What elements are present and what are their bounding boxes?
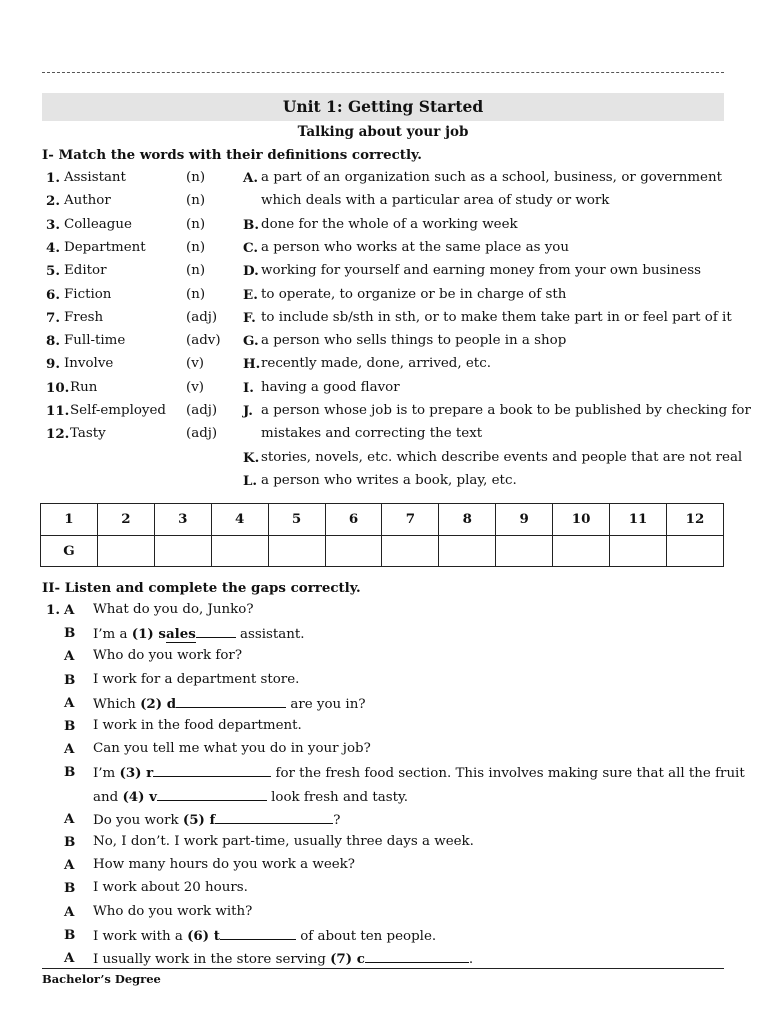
definition-letter: L. (243, 472, 258, 489)
dialogue-line (93, 695, 366, 712)
definition-letter: E. (243, 286, 258, 303)
gap-number: (1) s (131, 626, 166, 643)
word-number: 6. (46, 286, 60, 303)
dialogue-text-after-gap: for the fresh food section. This involves making sure that all the fruit (271, 766, 745, 782)
word-number: 7. (46, 309, 60, 326)
word-text: Tasty (70, 426, 106, 442)
answer-table (40, 503, 724, 567)
answer-table-header-cell: 12 (666, 504, 723, 536)
speaker-label: B (64, 834, 76, 850)
word-number: 2. (46, 193, 60, 210)
gap-fill: ales (165, 626, 196, 643)
word-text: Author (64, 193, 111, 209)
dialogue-line: I work for a department store. (93, 671, 300, 687)
speaker-label: A (64, 741, 75, 758)
word-text: Fiction (64, 286, 112, 302)
dialogue-item-number: 1. (46, 602, 60, 618)
dialogue-line (93, 927, 436, 944)
definition-letter: C. (243, 239, 259, 256)
word-number: 1. (46, 170, 60, 186)
word-text: Department (64, 239, 146, 255)
word-number: 5. (46, 263, 60, 280)
answer-cell[interactable] (439, 535, 496, 567)
gap-blank[interactable] (365, 950, 469, 963)
answer-cell[interactable] (97, 535, 154, 567)
word-number: 3. (46, 216, 60, 233)
word-text: Fresh (64, 309, 104, 325)
definition-letter: A. (243, 170, 259, 186)
answer-table-header-cell: 10 (553, 504, 610, 536)
unit-title: Unit 1: Getting Started (42, 93, 724, 121)
dialogue-text-after-gap: . (468, 952, 474, 967)
word-number: 9. (46, 356, 60, 373)
speaker-label: B (64, 926, 76, 943)
answer-cell[interactable] (382, 535, 439, 567)
gap-number: (6) t (187, 927, 220, 944)
speaker-label: B (64, 764, 76, 781)
definition-text: a person who works at the same place as you (261, 239, 569, 255)
definition-letter: K. (243, 449, 260, 466)
definition-letter: B. (243, 216, 259, 233)
speaker-label: A (64, 903, 75, 920)
speaker-label: B (64, 671, 76, 688)
word-part-of-speech: (n) (186, 216, 206, 232)
dialogue-text-after-gap: ? (333, 812, 341, 828)
answer-cell[interactable] (553, 535, 610, 567)
word-part-of-speech: (adj) (186, 309, 218, 325)
definition-text: working for yourself and earning money from your own business (261, 263, 701, 279)
word-text: Assistant (64, 170, 126, 185)
dialogue-line: No, I don’t. I work part-time, usually three days a week. (93, 834, 474, 849)
word-part-of-speech: (v) (186, 356, 205, 372)
word-number: 8. (46, 333, 60, 350)
definition-text: to operate, to organize or be in charge of sth (261, 286, 567, 302)
gap-blank[interactable] (176, 695, 286, 708)
answer-cell[interactable] (666, 535, 723, 567)
word-number: 10. (46, 379, 70, 396)
dialogue-text-before-gap: I’m (93, 766, 120, 782)
dialogue-line (93, 788, 408, 805)
gap-number: (2) d (140, 695, 177, 712)
speaker-label: A (64, 950, 75, 966)
word-part-of-speech: (v) (186, 379, 205, 395)
speaker-label: B (64, 880, 76, 897)
dialogue-line (93, 625, 305, 642)
word-text: Full-time (64, 333, 126, 349)
gap-blank[interactable] (157, 788, 267, 801)
answer-table-header-cell: 2 (97, 504, 154, 536)
definition-text-continued: which deals with a particular area of study or work (261, 193, 610, 209)
word-part-of-speech: (n) (186, 286, 206, 302)
answer-cell[interactable] (211, 535, 268, 567)
word-part-of-speech: (adv) (186, 333, 221, 349)
answer-cell[interactable] (325, 535, 382, 567)
section-2-heading: II- Listen and complete the gaps correctly. (42, 580, 361, 596)
word-text: Involve (64, 356, 114, 372)
word-part-of-speech: (n) (186, 263, 206, 279)
definition-text: recently made, done, arrived, etc. (261, 356, 491, 372)
dialogue-text-after-gap: look fresh and tasty. (266, 789, 409, 805)
unit-subtitle: Talking about your job (297, 124, 469, 140)
answer-cell[interactable]: G (41, 535, 98, 567)
gap-blank[interactable] (153, 764, 271, 777)
definition-letter: H. (243, 356, 261, 373)
gap-number: (4) v (122, 788, 157, 805)
definition-text: a part of an organization such as a school, business, or government (261, 170, 722, 185)
word-number: 12. (46, 426, 70, 443)
dialogue-line: How many hours do you work a week? (93, 857, 355, 873)
dialogue-line (93, 950, 473, 967)
answer-cell[interactable] (154, 535, 211, 567)
speaker-label: B (64, 718, 76, 734)
answer-table-header-cell: 11 (610, 504, 667, 536)
dialogue-line: Who do you work for? (93, 648, 242, 664)
speaker-label: B (64, 625, 76, 642)
definition-letter: J. (243, 403, 253, 419)
word-text: Editor (64, 263, 107, 279)
definition-text: a person whose job is to prepare a book to be published by checking for (261, 403, 751, 418)
gap-number: (5) f (182, 811, 216, 828)
dialogue-line (93, 764, 745, 781)
answer-cell[interactable] (496, 535, 553, 567)
definition-text: stories, novels, etc. which describe events and people that are not real (261, 449, 743, 465)
word-number: 4. (46, 239, 60, 256)
word-part-of-speech: (n) (186, 170, 206, 185)
gap-number: (3) r (119, 765, 154, 782)
answer-table-header-row (41, 504, 724, 536)
answer-table-header-cell: 8 (439, 504, 496, 536)
dialogue-text-after-gap: of about ten people. (295, 928, 437, 944)
dialogue-line: I work in the food department. (93, 718, 302, 733)
speaker-label: A (64, 694, 75, 711)
word-text: Run (70, 379, 98, 395)
definition-letter: F. (243, 309, 256, 326)
answer-table-header-cell: 4 (211, 504, 268, 536)
definition-text: a person who sells things to people in a shop (261, 333, 567, 349)
word-text: Self-employed (70, 403, 166, 418)
answer-table-header-cell: 3 (154, 504, 211, 536)
word-part-of-speech: (adj) (186, 426, 218, 442)
gap-blank[interactable] (215, 811, 333, 824)
dialogue-text-after-gap: are you in? (286, 696, 366, 712)
word-part-of-speech: (n) (186, 193, 206, 209)
dialogue-text-before-gap: I work with a (93, 928, 188, 944)
section-1-heading: I- Match the words with their definitions correctly. (42, 147, 422, 163)
speaker-label: A (64, 857, 75, 874)
footer-text: Bachelor’s Degree (42, 972, 161, 986)
gap-number: (7) c (330, 951, 365, 967)
speaker-label: A (64, 602, 75, 618)
dialogue-text-before-gap: I usually work in the store serving (93, 952, 331, 967)
answer-table-answer-row (41, 535, 724, 567)
definition-text: done for the whole of a working week (261, 216, 518, 232)
definition-letter: G. (243, 333, 259, 350)
dialogue-line: What do you do, Junko? (93, 602, 254, 617)
gap-blank[interactable] (220, 927, 296, 940)
dialogue-line (93, 811, 340, 828)
dialogue-line: Who do you work with? (93, 903, 253, 919)
answer-table-header-cell: 6 (325, 504, 382, 536)
dialogue-text-before-gap: Do you work (93, 812, 183, 828)
dialogue-line: Can you tell me what you do in your job? (93, 741, 371, 757)
word-number: 11. (46, 403, 70, 419)
gap-blank[interactable] (165, 625, 236, 643)
gap-underline (196, 625, 236, 638)
footer-rule (42, 968, 724, 969)
dialogue-line: I work about 20 hours. (93, 880, 248, 896)
speaker-label: A (64, 810, 75, 827)
answer-cell[interactable] (610, 535, 667, 567)
answer-table-header-cell: 5 (268, 504, 325, 536)
word-part-of-speech: (adj) (186, 403, 218, 418)
word-part-of-speech: (n) (186, 239, 206, 255)
speaker-label: A (64, 648, 75, 665)
word-text: Colleague (64, 216, 132, 232)
answer-cell[interactable] (268, 535, 325, 567)
dialogue-text-before-gap: and (93, 789, 123, 805)
definition-text: having a good flavor (261, 379, 400, 395)
answer-table-header-cell: 1 (41, 504, 98, 536)
definition-text-continued: mistakes and correcting the text (261, 426, 483, 442)
top-dashed-rule (42, 72, 724, 73)
dialogue-text-after-gap: assistant. (235, 627, 305, 643)
dialogue-text-before-gap: Which (93, 696, 141, 712)
definition-letter: I. (243, 379, 254, 396)
answer-table-header-cell: 9 (496, 504, 553, 536)
definition-text: a person who writes a book, play, etc. (261, 472, 517, 488)
definition-letter: D. (243, 263, 259, 280)
dialogue-text-before-gap: I’m a (93, 627, 132, 643)
answer-table-header-cell: 7 (382, 504, 439, 536)
definition-text: to include sb/sth in sth, or to make them take part in or feel part of it (261, 309, 732, 325)
